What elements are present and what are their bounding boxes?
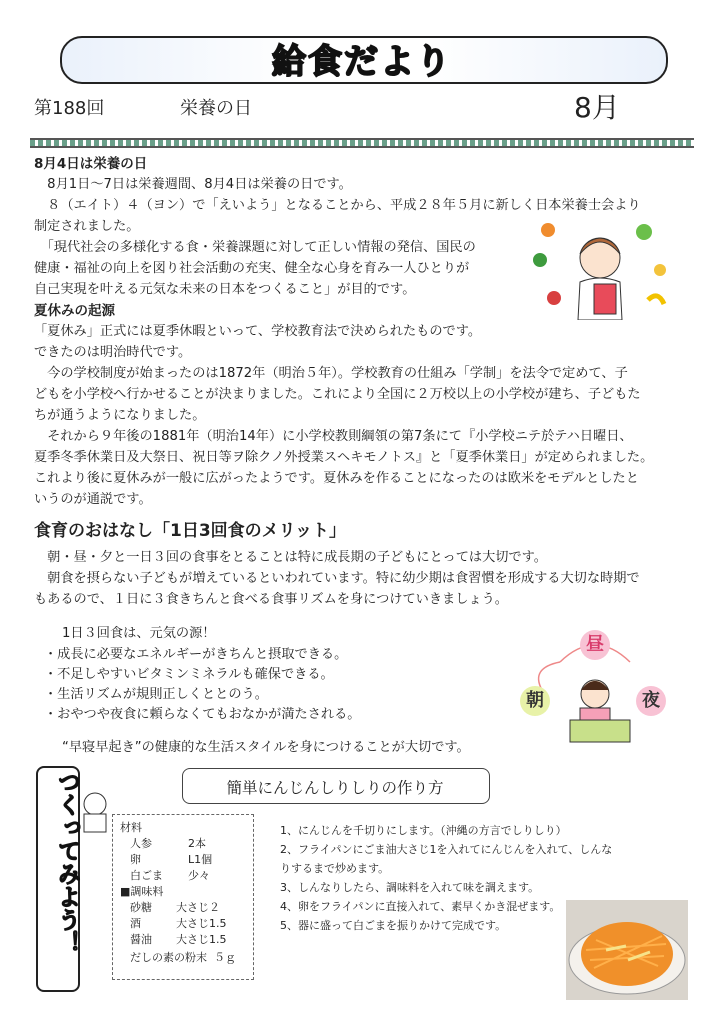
bullet-item: ・成長に必要なエネルギーがきちんと摂取できる。 [44,647,348,662]
recipe-step: 3、しんなりしたら、調味料を入れて味を調えます。 [280,881,540,894]
paragraph-line: ８（エイト）４（ヨン）で「えいよう」となることから、平成２８年５月に新しく日本栄養士会より [34,198,641,213]
paragraph-line: ちが通うようになりました。 [34,408,206,423]
bullet-item: ・おやつや夜食に頼らなくてもおなかが満たされる。 [44,707,361,722]
recipe-step: 4、卵をフライパンに直接入れて、素早くかき混ぜます。 [280,900,561,913]
paragraph-line: 「夏休み」正式には夏季休暇といって、学校教育法で決められたものです。 [34,324,482,339]
paragraph-line: 朝食を摂らない子どもが増えているといわれています。特に幼少期は食習慣を形成する大切な時期で [34,571,640,586]
seasoning-amount: ５ｇ [214,951,236,964]
bullet-item: ・不足しやすいビタミンミネラルも確保できる。 [44,667,334,682]
paragraph-line: いうのが通説です。 [34,492,152,507]
section-heading-three-meals: 食育のおはなし「1日3回食のメリット」 [34,521,346,541]
paragraph-line: 制定されました。 [34,219,140,234]
ingredient-name: 卵 [130,853,141,866]
recipe-title: 簡単にんじんしりしりの作り方 [226,779,444,797]
ingredient-amount: 2本 [188,837,206,850]
issue-theme: 栄養の日 [180,98,252,119]
closing-line: “早寝早起き”の健康的な生活スタイルを身につけることが大切です。 [62,740,470,755]
recipe-step: りするまで炒めます。 [280,862,390,875]
issue-number: 第188回 [34,98,105,119]
seasoning-amount: 大さじ1.5 [176,933,227,946]
paragraph-line: これより後に夏休みが一般に広がったようです。夏休みを作ることになったのは欧米をモデルとしたと [34,471,639,486]
seasoning-name: 酒 [130,917,141,930]
paragraph-line: どもを小学校へ行かせることが決まりました。これにより全国に２万校以上の小学校が建ち、子どもた [34,387,641,402]
meal-label-night: 夜 [636,686,666,716]
carrot-shirishiri-photo [566,900,688,1000]
cook-character-icon [78,790,112,834]
seasoning-name: 砂糖 [130,901,152,914]
recipe-step: 2、フライパンにごま油大さじ1を入れてにんじんを入れて、しんな [280,843,613,856]
seasoning-header: ■調味料 [120,885,164,898]
section-heading-nutrition-day: 8月4日は栄養の日 [34,156,148,172]
paragraph-line: 朝・昼・夕と一日３回の食事をとることは特に成長期の子どもにとっては大切です。 [34,550,547,565]
paragraph-line: それから９年後の1881年（明治14年）に小学校教則綱領の第7条にて『小学校ニテ於テハ日曜日、 [34,429,633,444]
ingredient-name: 白ごま [130,869,163,882]
ingredient-name: 人参 [130,837,152,850]
ingredient-amount: L1個 [188,853,213,866]
seasoning-name: 醤油 [130,933,152,946]
seasoning-amount: 大さじ1.5 [176,917,227,930]
issue-month: 8月 [574,91,620,124]
bullet-item: ・生活リズムが規則正しくととのう。 [44,687,268,702]
meal-label-morning: 朝 [520,686,550,716]
paragraph-line: 夏季冬季休業日及大祭日、祝日等ヲ除クノ外授業スヘキモノトス』と「夏季休業日」が定められました。 [34,450,654,465]
newsletter-title: 給食だより [272,42,452,82]
paragraph-line: できたのは明治時代です。 [34,345,192,360]
recipe-step: 5、器に盛って白ごまを振りかけて完成です。 [280,919,507,932]
paragraph-line: 「現代社会の多様化する食・栄養課題に対して正しい情報の発信、国民の [34,240,476,255]
ingredient-amount: 少々 [188,869,210,882]
nutritionist-illustration [530,220,670,320]
paragraph-line: 健康・福祉の向上を図り社会活動の充実、健全な心身を育み一人ひとりが [34,261,470,276]
section-heading-summer-origin: 夏休みの起源 [34,303,115,319]
meal-label-noon: 昼 [580,630,610,660]
paragraph-line: 自己実現を叶える元気な未来の日本をつくること」が目的です。 [34,282,416,297]
meal-cycle-illustration [520,628,670,748]
subheading: 1日３回食は、元気の源！ [62,626,216,641]
decorative-rule [30,138,694,148]
recipe-step: 1、にんじんを千切りにします。（沖縄の方言でしりしり） [280,824,567,837]
paragraph-line: もあるので、１日に３食きちんと食べる食事リズムを身につけていきましょう。 [34,592,508,607]
paragraph-line: 8月1日〜7日は栄養週間、8月4日は栄養の日です。 [34,177,352,192]
ingredients-header: 材料 [120,821,142,834]
seasoning-name: だしの素の粉末 [130,951,207,964]
recipe-badge: つくってみよう！ [54,770,80,954]
seasoning-amount: 大さじ２ [176,901,220,914]
paragraph-line: 今の学校制度が始まったのは1872年（明治５年）。学校教育の仕組み「学制」を法令で定めて、子 [34,366,628,381]
